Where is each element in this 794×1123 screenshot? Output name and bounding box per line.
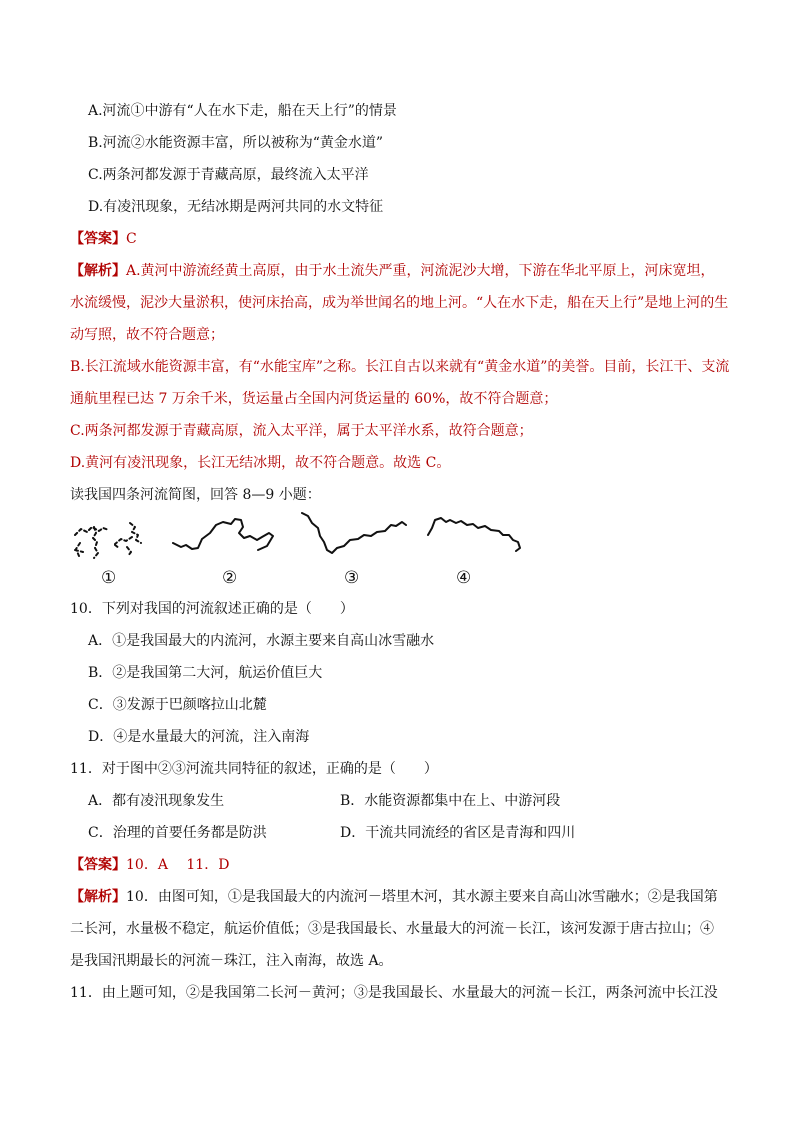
river-sketch-4 — [428, 518, 520, 551]
answer-value: C — [126, 231, 137, 247]
analysis-2-line-3: 是我国汛期最长的河流－珠江，注入南海，故选 A。 — [70, 953, 393, 969]
analysis-1-line-2: 水流缓慢，泥沙大量淤积，使河床抬高，成为举世闻名的地上河。“人在水下走，船在天上行”是地上河的生 — [70, 295, 729, 311]
question-10-stem: 10．下列对我国的河流叙述正确的是（ ） — [70, 601, 354, 617]
answer-value: 10．A 11．D — [126, 857, 230, 873]
river-label-1: ① — [101, 568, 117, 588]
analysis-1-line-4: B.长江流域水能资源丰富，有“水能宝库”之称。长江自古以来就有“黄金水道”的美誉。目前，长江干、支流 — [70, 359, 730, 375]
river-label-2: ② — [222, 568, 238, 588]
question-11-option-b: B．水能资源都集中在上、中游河段 — [340, 793, 561, 809]
answer-2 — [70, 855, 229, 875]
analysis-1-line-6: C.两条河都发源于青藏高原，流入太平洋，属于太平洋水系，故符合题意； — [70, 423, 533, 439]
river-label-4: ④ — [456, 568, 472, 588]
prev-option-c: C.两条河都发源于青藏高原，最终流入太平洋 — [88, 167, 369, 183]
question-11-stem: 11．对于图中②③河流共同特征的叙述，正确的是（ ） — [70, 761, 438, 777]
river-sketch-1 — [75, 523, 141, 558]
question-10-option-a: A．①是我国最大的内流河，水源主要来自高山冰雪融水 — [88, 633, 435, 649]
question-10-option-d: D．④是水量最大的河流，注入南海 — [88, 729, 310, 745]
question-11-option-d: D．干流共同流经的省区是青海和四川 — [340, 825, 576, 841]
river-label-3: ③ — [344, 568, 360, 588]
answer-1 — [70, 229, 137, 249]
answer-label: 【答案】 — [70, 231, 126, 247]
analysis-1-line-3: 动写照，故不符合题意； — [70, 327, 224, 343]
river-sketch-2 — [173, 519, 273, 550]
prev-option-a: A.河流①中游有“人在水下走，船在天上行”的情景 — [88, 103, 397, 119]
analysis-2-line-1: 【解析】10．由图可知，①是我国最大的内流河－塔里木河，其水源主要来自高山冰雪融水；②是我国第 — [70, 889, 718, 905]
analysis-1-line-5: 通航里程已达 7 万余千米，货运量占全国内河货运量的 60%，故不符合题意； — [70, 391, 558, 407]
analysis-label: 【解析】 — [70, 263, 126, 279]
river-sketch-3 — [302, 513, 406, 553]
prev-option-d: D.有凌汛现象，无结冰期是两河共同的水文特征 — [88, 199, 384, 215]
answer-label: 【答案】 — [70, 857, 126, 873]
analysis-label: 【解析】 — [70, 889, 126, 905]
analysis-1-line-1: 【解析】A.黄河中游流经黄土高原，由于水土流失严重，河流泥沙大增，下游在华北平原上，河床宽坦， — [70, 263, 715, 279]
question-10-option-b: B．②是我国第二大河，航运价值巨大 — [88, 665, 323, 681]
analysis-2-line-2: 二长河，水量极不稳定，航运价值低；③是我国最长、水量最大的河流－长江，该河发源于唐古拉山；④ — [70, 921, 714, 937]
analysis-2-line-4: 11．由上题可知，②是我国第二长河－黄河；③是我国最长、水量最大的河流－长江，两条河流中长江没 — [70, 985, 718, 1001]
prev-option-b: B.河流②水能资源丰富，所以被称为“黄金水道” — [88, 135, 384, 151]
reading-intro: 读我国四条河流简图，回答 8—9 小题： — [70, 487, 321, 503]
question-10-option-c: C．③发源于巴颜喀拉山北麓 — [88, 697, 267, 713]
question-11-option-c: C．治理的首要任务都是防洪 — [88, 825, 267, 841]
analysis-1-line-7: D.黄河有凌汛现象，长江无结冰期，故不符合题意。故选 C。 — [70, 455, 451, 471]
question-11-option-a: A．都有凌汛现象发生 — [88, 793, 225, 809]
